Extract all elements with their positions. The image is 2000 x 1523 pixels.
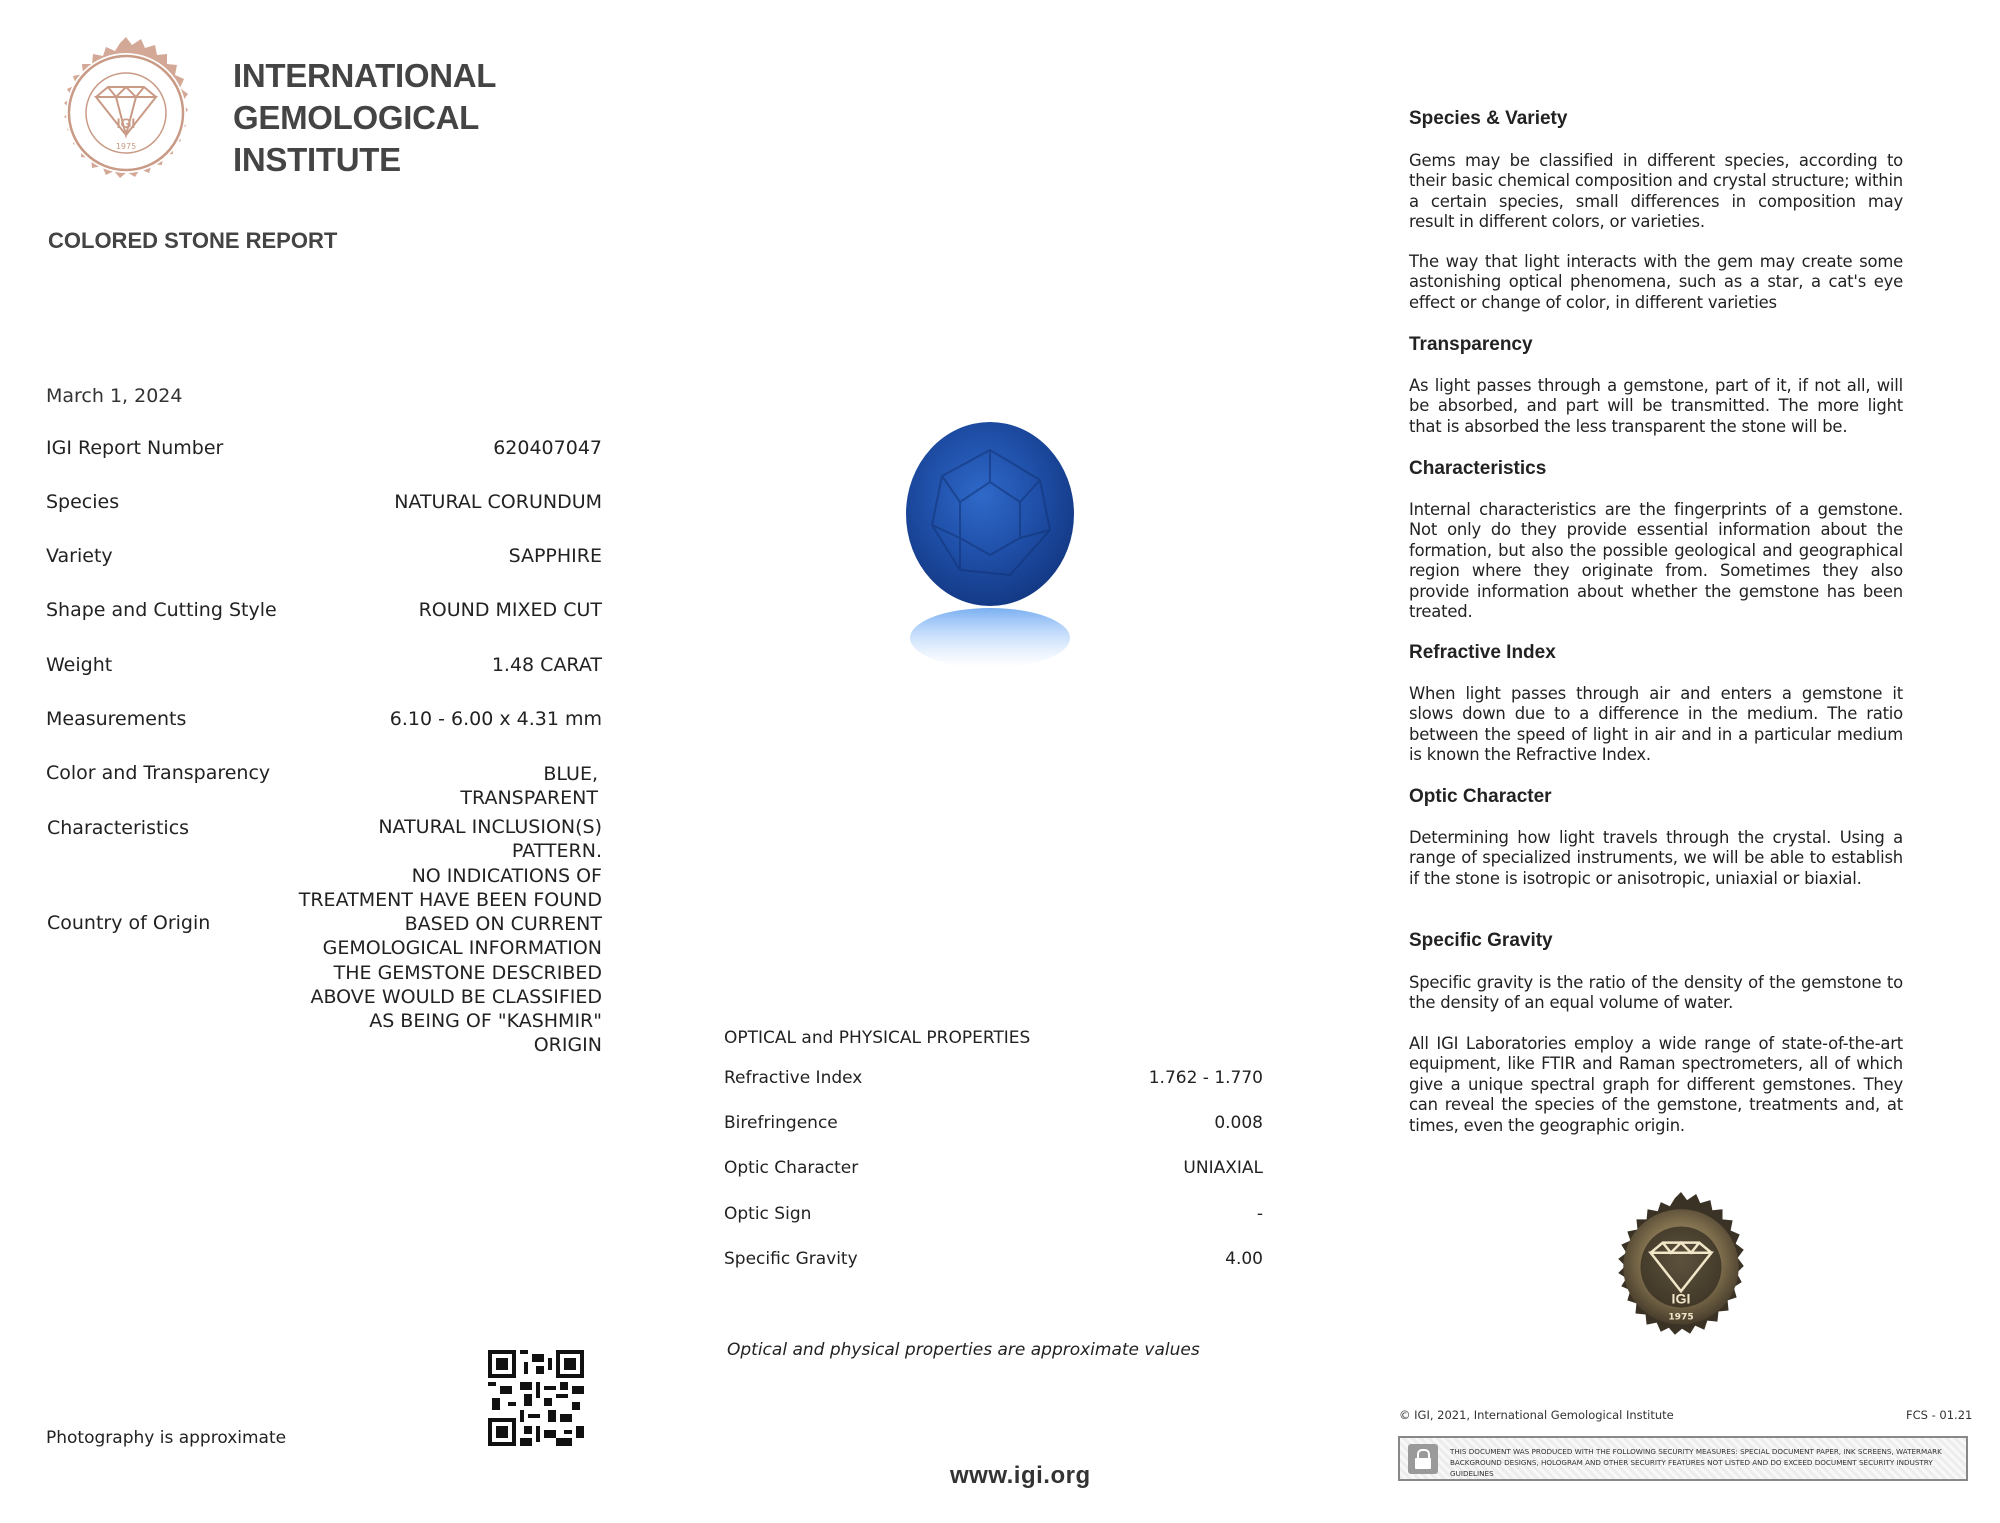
info-heading-optic-character: Optic Character bbox=[1409, 786, 1552, 807]
report-number-value: 620407047 bbox=[493, 437, 602, 459]
info-text: Specific gravity is the ratio of the density of the gemstone to the density of an equal volume of water. bbox=[1409, 973, 1903, 1013]
characteristics-value: NATURAL INCLUSION(S) PATTERN. NO INDICATIONS OF TREATMENT HAVE BEEN FOUND bbox=[298, 816, 602, 911]
origin-value: BASED ON CURRENT GEMOLOGICAL INFORMATION THE GEMSTONE DESCRIBED ABOVE WOULD BE CLASSIFIED AS BEING OF "KASHMIR" ORIGIN bbox=[310, 913, 602, 1057]
info-text: Gems may be classified in different species, according to their basic chemical composition and crystal structure; within a certain species, small differences in composition may result in different colors, or varieties. bbox=[1409, 151, 1903, 232]
detail-label: Shape and Cutting Style bbox=[46, 599, 277, 621]
security-text: THIS DOCUMENT WAS PRODUCED WITH THE FOLLOWING SECURITY MEASURES: SPECIAL DOCUMENT PAPER, INK SCREENS, WATERMARK BACKGROUND DESIGNS, HOLOGRAM AND OTHER SECURITY FEATURES NOT LISTED AND DO EXCEED DOCUMENT SECURITY INDUSTRY GUIDELINES bbox=[1450, 1447, 1942, 1478]
refractive-index-value: 1.762 - 1.770 bbox=[1148, 1068, 1263, 1088]
report-title: COLORED STONE REPORT bbox=[48, 228, 338, 253]
info-heading-specific-gravity: Specific Gravity bbox=[1409, 930, 1553, 951]
info-heading-characteristics: Characteristics bbox=[1409, 458, 1547, 479]
detail-label: Weight bbox=[46, 654, 113, 676]
org-name: INTERNATIONAL GEMOLOGICAL INSTITUTE bbox=[233, 57, 497, 178]
species-value: NATURAL CORUNDUM bbox=[394, 491, 602, 513]
info-heading-refractive-index: Refractive Index bbox=[1409, 642, 1556, 663]
optical-label: Specific Gravity bbox=[724, 1249, 858, 1269]
measurements-value: 6.10 - 6.00 x 4.31 mm bbox=[389, 708, 602, 730]
optical-label: Optic Sign bbox=[724, 1204, 812, 1224]
origin-label: Country of Origin bbox=[47, 912, 211, 934]
optic-character-value: UNIAXIAL bbox=[1183, 1158, 1263, 1178]
detail-label: Species bbox=[46, 491, 120, 513]
svg-text:1975: 1975 bbox=[1668, 1312, 1694, 1323]
info-text: Internal characteristics are the fingerprints of a gemstone. Not only do they provide essential information about the formation, but also the possible geological and geographical region where they originate from. Sometimes they also provide information about whether the gemstone has been treated. bbox=[1409, 500, 1903, 622]
info-text: As light passes through a gemstone, part of it, if not all, will be absorbed, and part will be transmitted. The more light that is absorbed the less transparent the stone will be. bbox=[1409, 376, 1903, 436]
detail-label: Color and Transparency bbox=[46, 762, 271, 784]
weight-value: 1.48 CARAT bbox=[491, 654, 602, 676]
gemstone-photo bbox=[880, 410, 1100, 670]
igi-seal-icon bbox=[46, 35, 206, 195]
svg-text:IGI: IGI bbox=[116, 115, 136, 131]
optic-sign-value: - bbox=[1256, 1204, 1263, 1224]
detail-label: Variety bbox=[46, 545, 113, 567]
svg-text:1975: 1975 bbox=[115, 142, 137, 151]
birefringence-value: 0.008 bbox=[1214, 1113, 1263, 1133]
detail-label: Measurements bbox=[46, 708, 187, 730]
optical-heading: OPTICAL and PHYSICAL PROPERTIES bbox=[724, 1028, 1031, 1048]
shape-value: ROUND MIXED CUT bbox=[418, 599, 602, 621]
color-value: BLUE, TRANSPARENT bbox=[460, 763, 598, 809]
form-code: FCS - 01.21 bbox=[1906, 1408, 1973, 1422]
report-date: March 1, 2024 bbox=[46, 385, 183, 407]
characteristics-label: Characteristics bbox=[47, 817, 190, 839]
qr-code bbox=[488, 1350, 584, 1446]
variety-value: SAPPHIRE bbox=[508, 545, 602, 567]
specific-gravity-value: 4.00 bbox=[1225, 1249, 1263, 1269]
info-text: The way that light interacts with the gem may create some astonishing optical phenomena, such as a star, a cat's eye effect or change of color, in different varieties bbox=[1409, 252, 1903, 312]
info-text: When light passes through air and enters a gemstone it slows down due to a difference in the medium. The ratio between the speed of light in air and in a particular medium is known the Refractive Index. bbox=[1409, 684, 1903, 765]
info-text: All IGI Laboratories employ a wide range of state-of-the-art equipment, like FTIR and Raman spectrometers, all of which give a unique spectral graph for different gemstones. They can reveal the species of the gemstone, treatments and, at times, even the geographic origin. bbox=[1409, 1034, 1903, 1135]
security-strip bbox=[1398, 1436, 1968, 1481]
svg-text:IGI: IGI bbox=[1671, 1291, 1691, 1308]
approx-note: Optical and physical properties are approximate values bbox=[727, 1340, 1200, 1360]
website-link[interactable]: www.igi.org bbox=[950, 1462, 1091, 1489]
detail-label: IGI Report Number bbox=[46, 437, 224, 459]
copyright-text: © IGI, 2021, International Gemological Institute bbox=[1399, 1408, 1674, 1422]
detail-row-color bbox=[46, 762, 602, 812]
lock-icon bbox=[1408, 1444, 1438, 1474]
info-text: Determining how light travels through the crystal. Using a range of specialized instruments, we will be able to establish if the stone is isotropic or anisotropic, uniaxial or biaxial. bbox=[1409, 828, 1903, 888]
photo-note: Photography is approximate bbox=[46, 1428, 287, 1448]
optical-label: Birefringence bbox=[724, 1113, 838, 1133]
optical-label: Refractive Index bbox=[724, 1068, 863, 1088]
optical-label: Optic Character bbox=[724, 1158, 859, 1178]
info-heading-species-variety: Species & Variety bbox=[1409, 108, 1568, 129]
info-heading-transparency: Transparency bbox=[1409, 334, 1533, 355]
igi-hologram-seal-icon bbox=[1600, 1190, 1762, 1352]
